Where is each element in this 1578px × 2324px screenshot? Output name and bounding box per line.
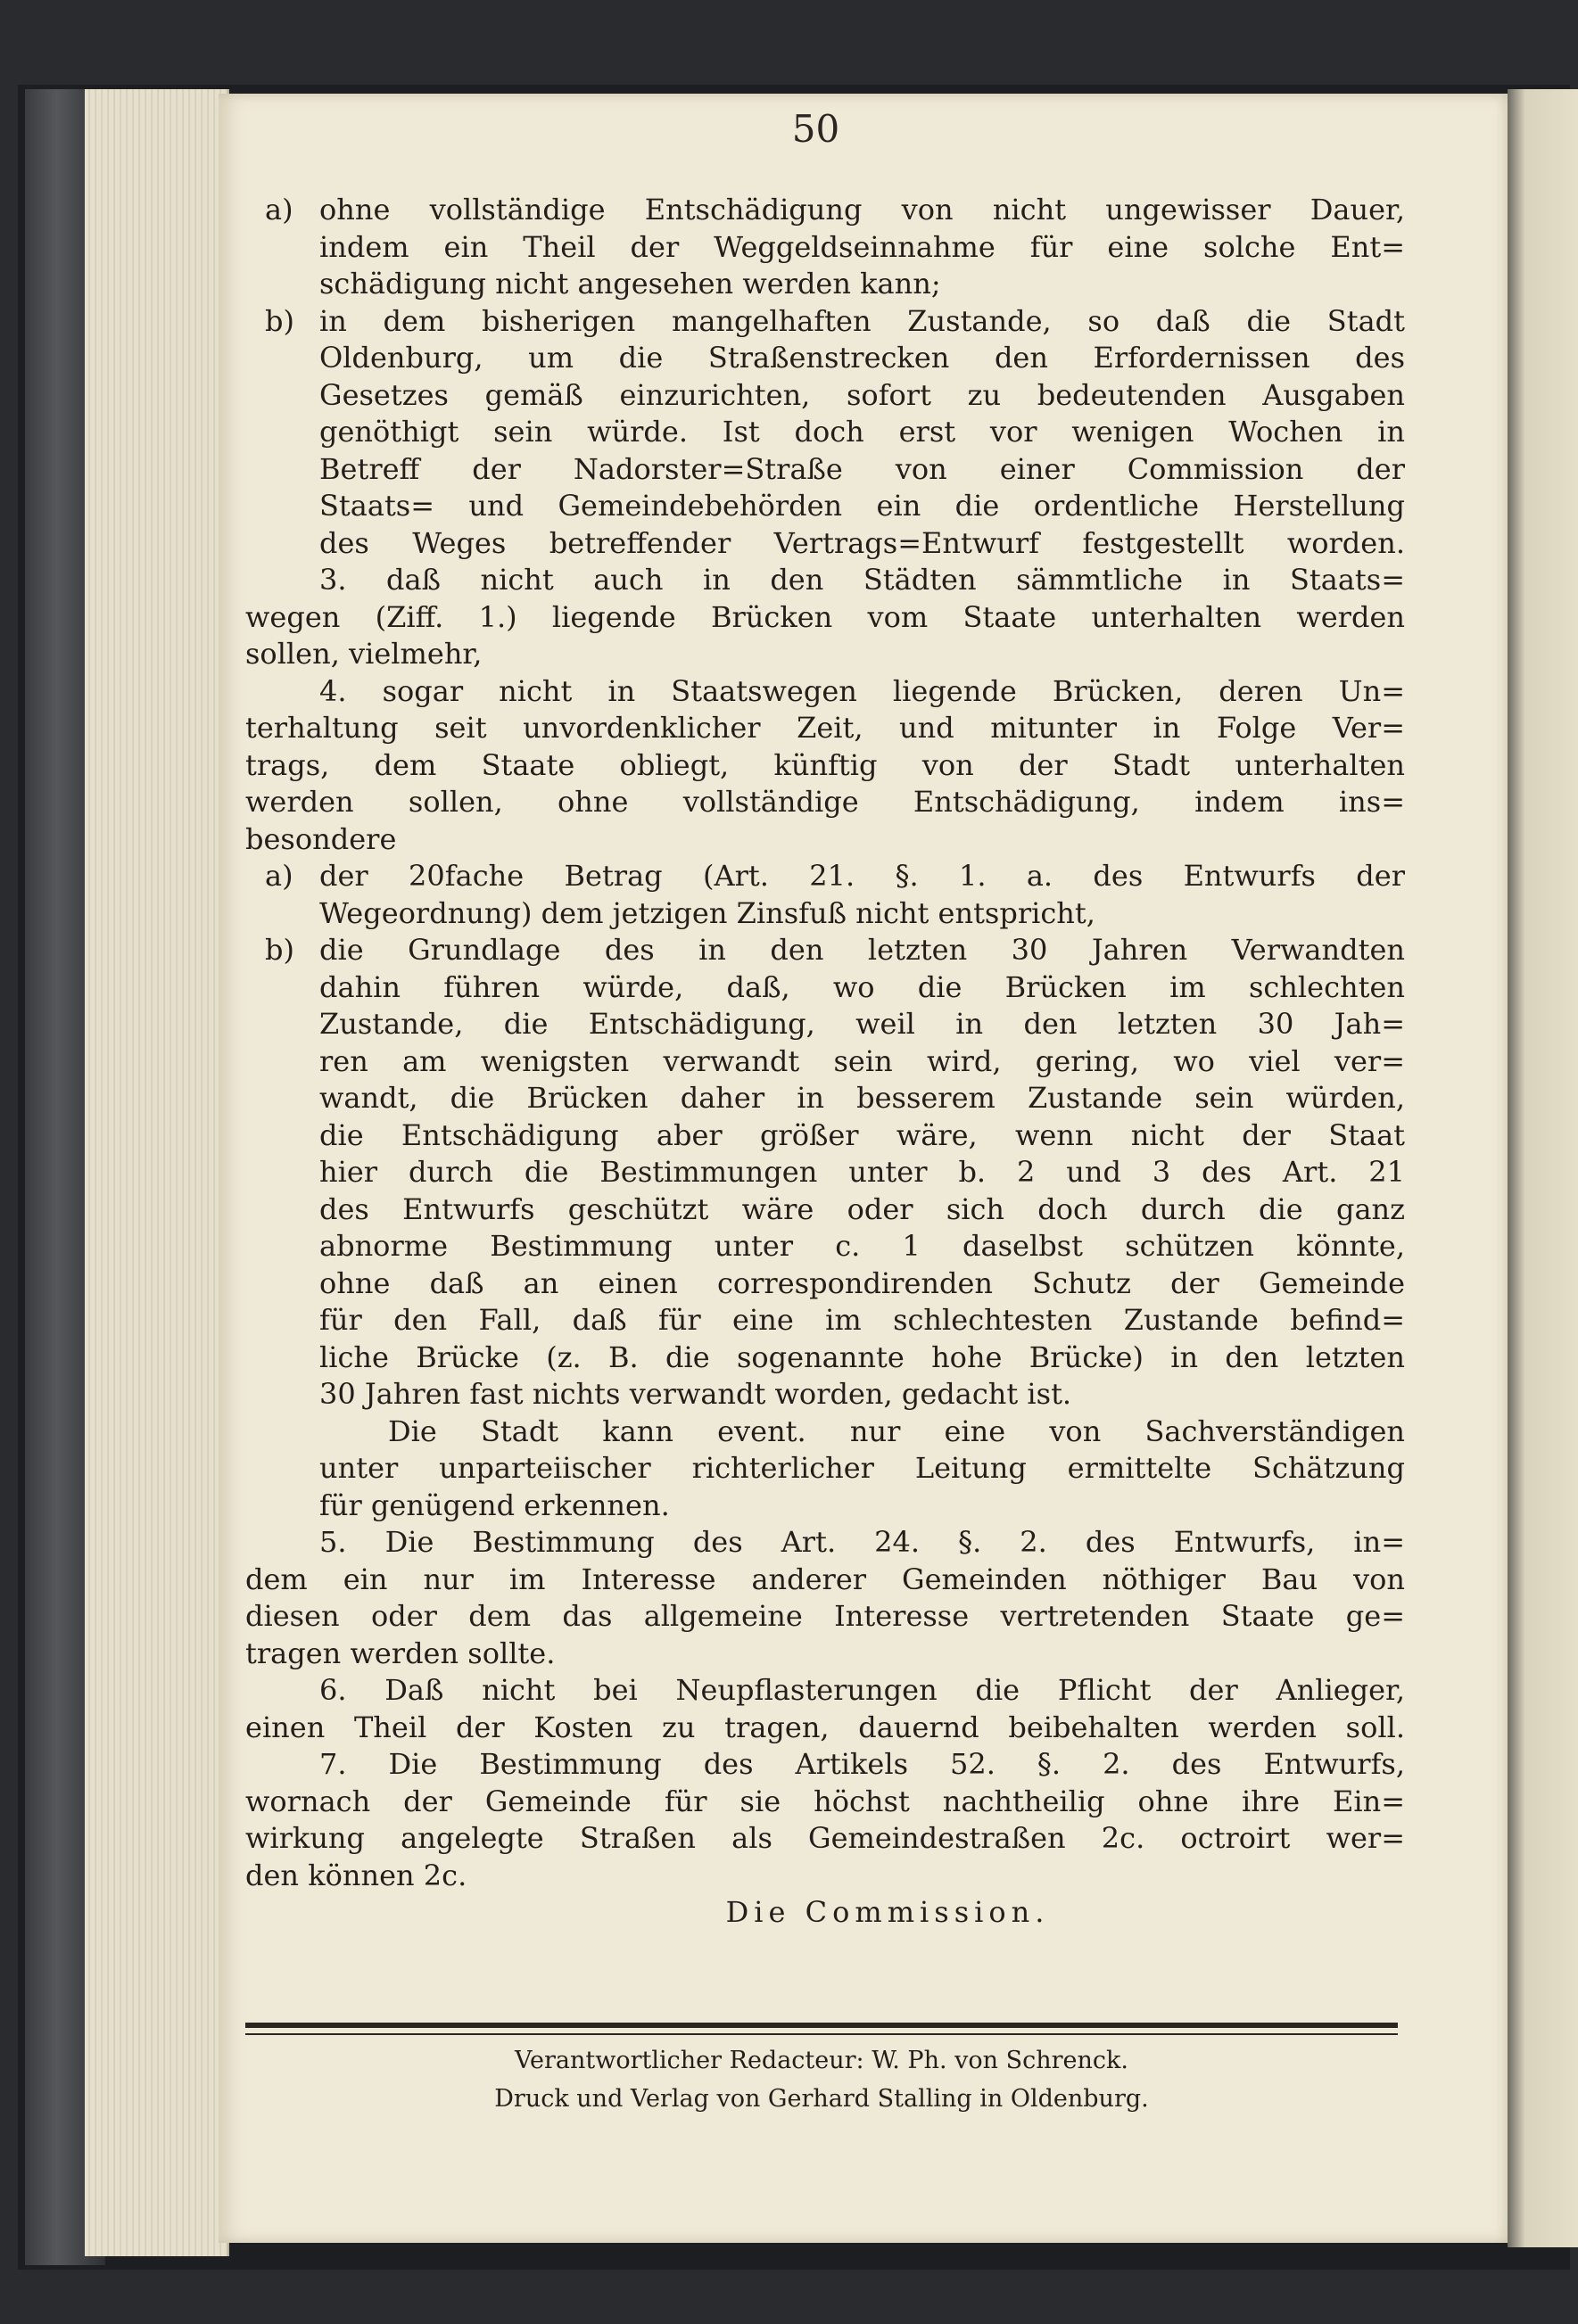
text-line: liche Brücke (z. B. die sogenannte hohe Brücke) in den letzten	[319, 1339, 1405, 1374]
page-number: 50	[791, 107, 840, 151]
text-line: trags, dem Staate obliegt, künftig von der Stadt unterhalten	[245, 747, 1405, 782]
text-line: Betreff der Nadorster=Straße von einer Commission der	[319, 451, 1405, 486]
divider-rule	[245, 2023, 1398, 2028]
text-line: 7. Die Bestimmung des Artikels 52. §. 2. des Entwurfs,	[319, 1747, 1405, 1781]
text-line: Staats= und Gemeindebehörden ein die ordentliche Herstellung	[319, 489, 1405, 523]
page-stack-edges	[85, 89, 229, 2256]
text-line: ohne daß an einen correspondirenden Schutz der Gemeinde	[319, 1265, 1405, 1300]
text-line: unter unparteiischer richterlicher Leitung ermittelte Schätzung	[319, 1451, 1405, 1485]
text-line: einen Theil der Kosten zu tragen, dauernd beibehalten werden soll.	[245, 1710, 1405, 1744]
text-line: wegen (Ziff. 1.) liegende Brücken vom Staate unterhalten werden	[245, 599, 1405, 634]
text-line: Zustande, die Entschädigung, weil in den letzten 30 Jah=	[319, 1007, 1405, 1041]
publisher-imprint: Druck und Verlag von Gerhard Stalling in Oldenburg.	[494, 2085, 1149, 2113]
text-line: sollen, vielmehr,	[245, 637, 483, 671]
text-line: a) ohne vollständige Entschädigung von nicht ungewisser Dauer,	[245, 192, 1405, 229]
text-line: wandt, die Brücken daher in besserem Zustande sein würden,	[319, 1081, 1405, 1115]
text-line: den können 2c.	[245, 1858, 467, 1892]
text-line: für genügend erkennen.	[319, 1488, 670, 1522]
text-line: des Weges betreffender Vertrags=Entwurf festgestellt worden.	[319, 525, 1405, 560]
text-line: wornach der Gemeinde für sie höchst nachtheilig ohne ihre Ein=	[245, 1784, 1405, 1818]
body-text	[245, 192, 1405, 1937]
text-line: besondere	[245, 821, 397, 856]
text-line: des Entwurfs geschützt wäre oder sich doch durch die ganz	[319, 1191, 1405, 1226]
text-line: 4. sogar nicht in Staatswegen liegende Brücken, deren Un=	[319, 673, 1405, 708]
text-line: ren am wenigsten verwandt sein wird, gering, wo viel ver=	[319, 1043, 1405, 1078]
text-line: abnorme Bestimmung unter c. 1 daselbst schützen könnte,	[319, 1229, 1405, 1263]
text-line: genöthigt sein würde. Ist doch erst vor wenigen Wochen in	[319, 415, 1405, 449]
text-line: die Entschädigung aber größer wäre, wenn nicht der Staat	[319, 1117, 1405, 1152]
text-line: b) die Grundlage des in den letzten 30 Jahren Verwandten	[245, 932, 1405, 969]
list-marker: b)	[265, 303, 294, 338]
text-line: 30 Jahren fast nichts verwandt worden, gedacht ist.	[319, 1377, 1072, 1411]
text-line: Die Stadt kann event. nur eine von Sachverständigen	[388, 1413, 1405, 1448]
text-line: wirkung angelegte Straßen als Gemeindestraßen 2c. octroirt wer=	[245, 1821, 1405, 1855]
list-marker: a)	[265, 193, 293, 227]
text-line: 6. Daß nicht bei Neupflasterungen die Pflicht der Anlieger,	[319, 1673, 1405, 1707]
list-marker: a)	[265, 859, 293, 893]
text-line: Wegeordnung) dem jetzigen Zinsfuß nicht entspricht,	[319, 895, 1095, 930]
divider-rule-thin	[245, 2033, 1398, 2035]
signature: Die Commission.	[725, 1895, 1050, 1929]
next-page-edge	[1508, 89, 1578, 2247]
text-line: a) der 20fache Betrag (Art. 21. §. 1. a. des Entwurfs der	[245, 858, 1405, 895]
text-line: 5. Die Bestimmung des Art. 24. §. 2. des Entwurfs, in=	[319, 1525, 1405, 1559]
text-line: dem ein nur im Interesse anderer Gemeinden nöthiger Bau von	[245, 1562, 1405, 1596]
text-line: für den Fall, daß für eine im schlechtesten Zustande befind=	[319, 1303, 1405, 1337]
editor-imprint: Verantwortlicher Redacteur: W. Ph. von Schrenck.	[515, 2047, 1128, 2074]
text-line: Gesetzes gemäß einzurichten, sofort zu bedeutenden Ausgaben	[319, 377, 1405, 412]
list-marker: b)	[265, 933, 294, 967]
text-line: diesen oder dem das allgemeine Interesse vertretenden Staate ge=	[245, 1599, 1405, 1633]
text-line: 3. daß nicht auch in den Städten sämmtliche in Staats=	[319, 563, 1405, 597]
text-line: indem ein Theil der Weggeldseinnahme für eine solche Ent=	[319, 229, 1405, 264]
text-line: hier durch die Bestimmungen unter b. 2 und 3 des Art. 21	[319, 1155, 1405, 1189]
text-line: terhaltung seit unvordenklicher Zeit, und mitunter in Folge Ver=	[245, 711, 1405, 745]
text-line: tragen werden sollte.	[245, 1636, 556, 1670]
text-line: schädigung nicht angesehen werden kann;	[319, 267, 941, 301]
text-line: werden sollen, ohne vollständige Entschädigung, indem ins=	[245, 785, 1405, 819]
text-line: Oldenburg, um die Straßenstrecken den Erfordernissen des	[319, 341, 1405, 375]
text-line: dahin führen würde, daß, wo die Brücken im schlechten	[319, 969, 1405, 1004]
text-line: b) in dem bisherigen mangelhaften Zustande, so daß die Stadt	[245, 303, 1405, 341]
